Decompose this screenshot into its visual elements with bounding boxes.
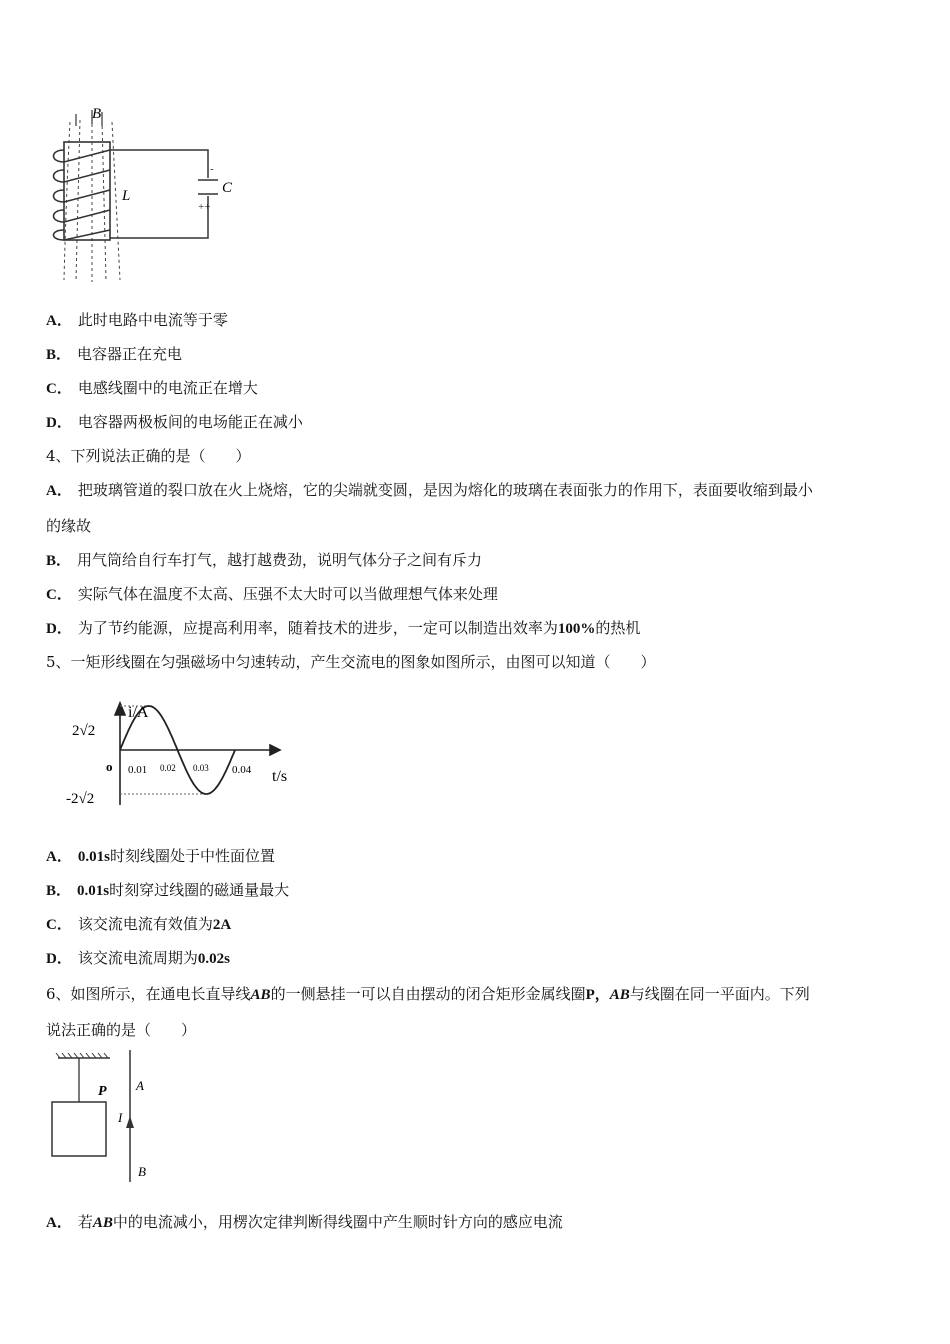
svg-text:-: - — [210, 163, 214, 175]
x-tick-2: 0.02 — [160, 763, 176, 773]
q4-option-c: C． 实际气体在温度不太高、压强不太大时可以当做理想气体来处理 — [46, 585, 498, 603]
loop-p — [52, 1102, 106, 1156]
q6-stem: 6、如图所示，在通电长直导线AB的一侧悬挂一可以自由摆动的闭合矩形金属线圈P，AB与线圈在同一平面内。下列 — [46, 985, 810, 1003]
label-i: I — [118, 1110, 123, 1125]
q6-stem-cont: 说法正确的是（ ） — [46, 1021, 197, 1039]
y-axis-label: i/A — [128, 704, 149, 721]
label-p: P — [98, 1084, 107, 1099]
q5-option-b: B． 0.01s时刻穿过线圈的磁通量最大 — [46, 881, 290, 899]
x-tick-4: 0.04 — [232, 764, 252, 776]
y-tick-trough: -2√2 — [66, 791, 95, 807]
y-tick-peak: 2√2 — [72, 723, 96, 739]
q3-option-b: B． 电容器正在充电 — [46, 345, 183, 363]
label-b-wire: B — [138, 1164, 146, 1179]
ac-current-chart — [60, 695, 320, 815]
q5-option-a: A． 0.01s时刻线圈处于中性面位置 — [46, 847, 275, 865]
q4-option-b: B． 用气筒给自行车打气，越打越费劲，说明气体分子之间有斥力 — [46, 551, 483, 569]
q6-option-a: A． 若AB中的电流减小，用楞次定律判断得线圈中产生顺时针方向的感应电流 — [46, 1213, 563, 1231]
origin-label: o — [106, 759, 113, 774]
q5-stem: 5、一矩形线圈在匀强磁场中匀速转动，产生交流电的图象如图所示，由图可以知道（ ） — [46, 653, 656, 671]
q4-stem: 4、下列说法正确的是（ ） — [46, 447, 251, 465]
q3-option-d: D． 电容器两极板间的电场能正在减小 — [46, 413, 303, 431]
label-c: C — [222, 180, 233, 196]
q3-option-a: A． 此时电路中电流等于零 — [46, 311, 228, 329]
wire-loop-figure — [46, 1050, 166, 1185]
q5-option-c: C． 该交流电流有效值为2A — [46, 915, 232, 933]
q5-option-d: D． 该交流电流周期为0.02s — [46, 949, 230, 967]
svg-text:++: ++ — [198, 201, 211, 213]
q4-option-a-cont: 的缘故 — [46, 517, 92, 535]
q3-option-c: C． 电感线圈中的电流正在增大 — [46, 379, 258, 397]
q4-option-d: D． 为了节约能源，应提高利用率，随着技术的进步，一定可以制造出效率为100%的热机 — [46, 619, 641, 637]
q4-option-a: A． 把玻璃管道的裂口放在火上烧熔，它的尖端就变圆，是因为熔化的玻璃在表面张力的作用下，表面要收缩到最小 — [46, 481, 813, 499]
x-axis-label: t/s — [272, 768, 288, 785]
label-l: L — [122, 188, 131, 204]
label-b: B — [92, 106, 102, 122]
lc-circuit-figure — [40, 100, 260, 285]
label-a: A — [136, 1078, 144, 1093]
x-tick-1: 0.01 — [128, 764, 148, 776]
x-tick-3: 0.03 — [193, 763, 209, 773]
